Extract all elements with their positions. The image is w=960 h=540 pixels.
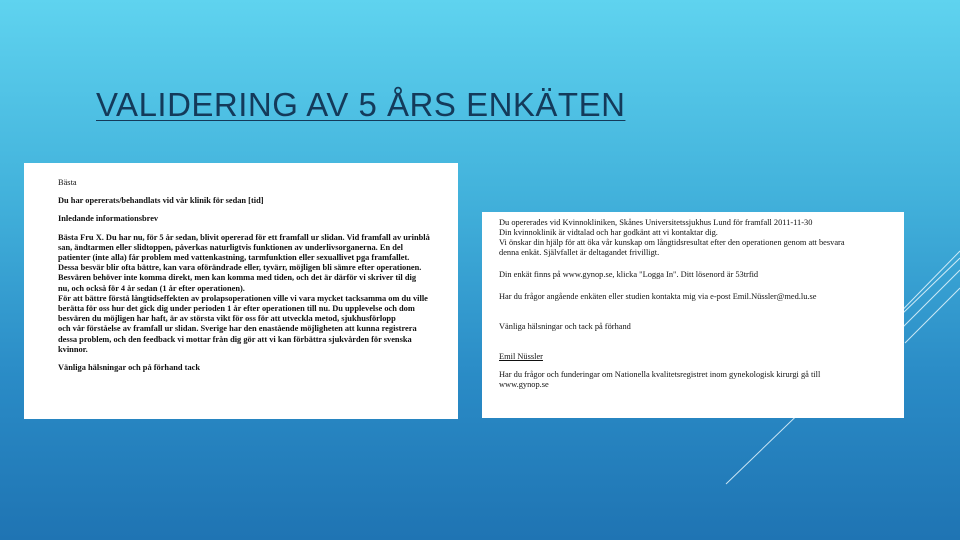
email-line: Din kvinnoklinik är vidtalad och har godkänt att vi kontaktar dig. [499, 228, 718, 237]
email-signature: Emil Nüssler [499, 352, 543, 361]
paragraph-line: och vår förståelse av framfall ur slidan. Sverige har den enastående möjligheten att kunna registrera [58, 324, 417, 334]
email-line: denna enkät. Självfallet är deltagandet frivilligt. [499, 248, 660, 257]
registry-line: Har du frågor och funderingar om Nationella kvalitetsregistret inom gynekologisk kirurgi gå till [499, 370, 821, 379]
paragraph-line: dessa problem, och den feedback vi mottar från dig gör att vi kan förbättra sjukvården för svenska [58, 334, 412, 344]
survey-link-line: Din enkät finns på www.gynop.se, klicka "Logga In". Ditt lösenord är 53trfid [499, 270, 759, 279]
email-line: Du opererades vid Kvinnokliniken, Skånes Universitetssjukhus Lund för framfall 2011-11-30 [499, 218, 813, 227]
slide-title: VALIDERING AV 5 ÅRS ENKÄTEN [96, 86, 626, 123]
paragraph-line: patienter (inte alla) får problem med vattenkastning, tarmfunktion eller sexuallivet pga framfallet. [58, 253, 410, 263]
email-line: Vi önskar din hjälp för att öka vår kunskap om långtidsresultat efter den operationen genom att besvara [499, 238, 845, 247]
contact-line: Har du frågor angående enkäten eller studien kontakta mig via e-post Emil.Nüssler@med.lu.se [499, 292, 817, 301]
paragraph-line: Dessa besvär blir ofta bättre, kan vara oförändrade eller, tyvärr, möjligen bli sämre efter operationen. [58, 263, 422, 273]
invitation-email-document [482, 212, 904, 418]
paragraph-line: san, ändtarmen eller slidtoppen, påverkas naturligtvis funktionen av underlivsorganerna. En del [58, 242, 403, 252]
letter-closing: Vänliga hälsningar och på förhand tack [58, 363, 201, 373]
paragraph-line: Besvären behöver inte komma direkt, men kan komma med tiden, och det är därför vi skriver til dig [58, 273, 417, 283]
registry-line: www.gynop.se [499, 380, 549, 389]
letter-paragraph [58, 233, 448, 355]
letter-greeting: Bästa [58, 178, 77, 187]
paragraph-line: Bästa Fru X. Du har nu, för 5 år sedan, blivit opererad för ett framfall ur slidan. Vid framfall av urinblå [58, 232, 430, 242]
paragraph-line: nu, och också för 4 år sedan (1 år efter operationen). [58, 283, 245, 293]
email-greeting: Vänliga hälsningar och tack på förhand [499, 322, 631, 331]
paragraph-line: besvären du möjligen har haft, är av största vikt för oss för att utveckla metod, sjukhusförlopp [58, 314, 396, 324]
paragraph-line: För att bättre förstå långtidseffekten av prolapsoperationen ville vi vara mycket tacksamma om du ville [58, 293, 428, 303]
letter-heading: Inledande informationsbrev [58, 214, 159, 224]
paragraph-line: kvinnor. [58, 344, 88, 354]
paragraph-line: berätta för oss hur det gick dig under perioden 1 år efter operationen till nu. Du upplevelse och dom [58, 304, 415, 314]
cover-letter-document [24, 163, 458, 419]
letter-intro-line: Du har opererats/behandlats vid vår klinik för sedan [tid] [58, 196, 264, 206]
